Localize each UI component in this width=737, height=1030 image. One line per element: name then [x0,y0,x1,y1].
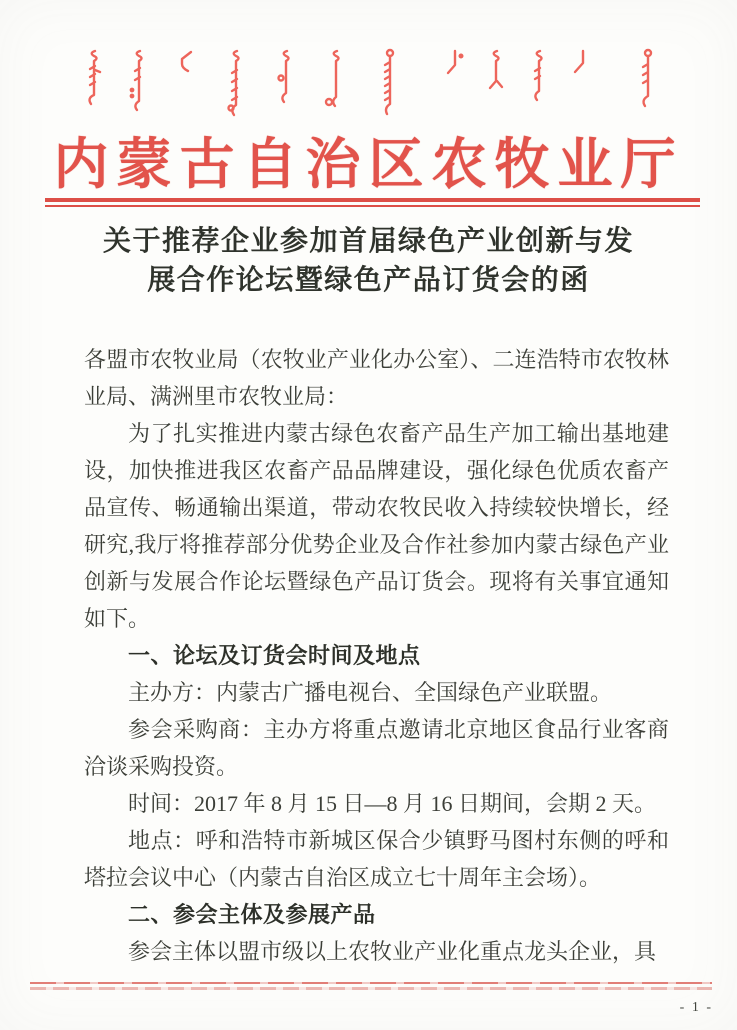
document-title-line2: 展合作论坛暨绿色产品订货会的函 [147,265,590,296]
document-body [84,341,669,970]
section-heading-2: 二、参会主体及参展产品 [128,902,376,927]
org-title: 内蒙古自治区农牧业厅 [53,134,684,195]
divider-thin-line [45,205,700,207]
paragraph: 主办方：内蒙古广播电视台、全国绿色产业联盟。 [128,680,613,705]
salutation: 各盟市农牧业局（农牧业产业化办公室）、二连浩特市农牧林业局、满洲里市农牧业局： [84,347,669,409]
section-heading-1: 一、论坛及订货会时间及地点 [128,643,421,668]
page-number: - 1 - [679,1000,713,1015]
letterhead-divider [45,198,700,207]
footer-divider [30,982,712,990]
document-title [60,222,677,300]
mongolian-script-row [85,48,670,130]
paragraph: 为了扎实推进内蒙古绿色农畜产品生产加工输出基地建设，加快推进我区农畜产品品牌建设，强化绿色优质农畜产品宣传、畅通输出渠道，带动农牧民收入持续较快增长，经研究,我厅将推荐部分优势企业及合作社参加内蒙古绿色产业创新与发展合作论坛暨绿色产品订货会。现将有关事宜通知如下。 [84,421,669,631]
divider-thick-line [45,198,700,202]
footer-divider-line1 [30,982,712,984]
footer-divider-line2 [30,987,712,990]
paragraph: 参会采购商：主办方将重点邀请北京地区食品行业客商洽谈采购投资。 [84,717,669,779]
paragraph: 参会主体以盟市级以上农牧业产业化重点龙头企业，具 [128,939,657,964]
mongolian-vertical-script-icon [85,48,670,130]
paragraph: 地点：呼和浩特市新城区保合少镇野马图村东侧的呼和塔拉会议中心（内蒙古自治区成立七十周年主会场）。 [84,828,669,890]
document-title-line1: 关于推荐企业参加首届绿色产业创新与发 [102,226,634,257]
paragraph: 时间：2017 年 8 月 15 日—8 月 16 日期间，会期 2 天。 [128,791,657,816]
